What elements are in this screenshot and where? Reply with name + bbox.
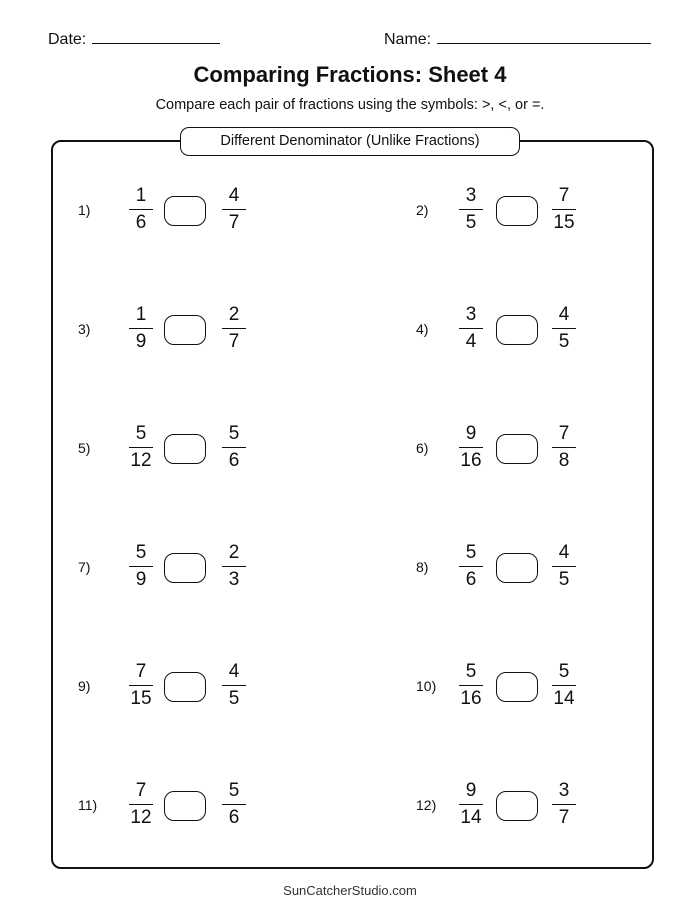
denominator: 3 bbox=[228, 569, 240, 590]
answer-box[interactable] bbox=[164, 196, 206, 226]
denominator: 16 bbox=[460, 450, 482, 471]
problem-number: 6) bbox=[416, 440, 429, 456]
name-field[interactable] bbox=[437, 43, 651, 44]
denominator: 12 bbox=[130, 807, 152, 828]
answer-box[interactable] bbox=[496, 791, 538, 821]
denominator: 5 bbox=[558, 569, 570, 590]
problem-3 bbox=[78, 303, 318, 363]
problem-8 bbox=[416, 541, 656, 601]
right-fraction bbox=[218, 660, 250, 710]
right-fraction bbox=[218, 303, 250, 353]
problem-10 bbox=[416, 660, 656, 720]
denominator: 16 bbox=[460, 688, 482, 709]
numerator: 9 bbox=[465, 423, 477, 444]
denominator: 7 bbox=[558, 807, 570, 828]
left-fraction bbox=[125, 303, 157, 353]
denominator: 9 bbox=[135, 331, 147, 352]
answer-box[interactable] bbox=[496, 672, 538, 702]
right-fraction bbox=[548, 184, 580, 234]
problem-number: 11) bbox=[78, 797, 98, 813]
problem-number: 8) bbox=[416, 559, 429, 575]
denominator: 7 bbox=[228, 212, 240, 233]
right-fraction bbox=[548, 660, 580, 710]
problem-12 bbox=[416, 779, 656, 839]
numerator: 7 bbox=[558, 185, 570, 206]
numerator: 4 bbox=[558, 542, 570, 563]
numerator: 2 bbox=[228, 542, 240, 563]
answer-box[interactable] bbox=[164, 434, 206, 464]
numerator: 4 bbox=[228, 185, 240, 206]
footer-credit: SunCatcherStudio.com bbox=[283, 883, 417, 898]
right-fraction bbox=[218, 422, 250, 472]
denominator: 5 bbox=[558, 331, 570, 352]
left-fraction bbox=[455, 422, 487, 472]
numerator: 7 bbox=[135, 780, 147, 801]
answer-box[interactable] bbox=[164, 672, 206, 702]
left-fraction bbox=[455, 541, 487, 591]
right-fraction bbox=[218, 541, 250, 591]
numerator: 3 bbox=[465, 304, 477, 325]
answer-box[interactable] bbox=[496, 553, 538, 583]
right-fraction bbox=[548, 422, 580, 472]
denominator: 6 bbox=[135, 212, 147, 233]
denominator: 14 bbox=[460, 807, 482, 828]
denominator: 15 bbox=[130, 688, 152, 709]
denominator: 8 bbox=[558, 450, 570, 471]
answer-box[interactable] bbox=[496, 196, 538, 226]
answer-box[interactable] bbox=[496, 434, 538, 464]
problem-6 bbox=[416, 422, 656, 482]
numerator: 7 bbox=[135, 661, 147, 682]
denominator: 12 bbox=[130, 450, 152, 471]
problem-1 bbox=[78, 184, 318, 244]
problem-2 bbox=[416, 184, 656, 244]
left-fraction bbox=[455, 779, 487, 829]
denominator: 15 bbox=[553, 212, 575, 233]
problem-5 bbox=[78, 422, 318, 482]
denominator: 6 bbox=[228, 450, 240, 471]
answer-box[interactable] bbox=[496, 315, 538, 345]
problem-9 bbox=[78, 660, 318, 720]
right-fraction bbox=[548, 303, 580, 353]
numerator: 3 bbox=[465, 185, 477, 206]
date-label: Date: bbox=[48, 31, 87, 48]
left-fraction bbox=[125, 660, 157, 710]
numerator: 4 bbox=[228, 661, 240, 682]
problem-number: 12) bbox=[416, 797, 437, 813]
left-fraction bbox=[125, 779, 157, 829]
answer-box[interactable] bbox=[164, 315, 206, 345]
numerator: 5 bbox=[558, 661, 570, 682]
date-field[interactable] bbox=[92, 43, 220, 44]
instructions: Compare each pair of fractions using the symbols: >, <, or =. bbox=[155, 97, 545, 113]
numerator: 5 bbox=[135, 423, 147, 444]
denominator: 5 bbox=[465, 212, 477, 233]
problem-number: 1) bbox=[78, 202, 91, 218]
numerator: 2 bbox=[228, 304, 240, 325]
right-fraction bbox=[548, 779, 580, 829]
left-fraction bbox=[455, 184, 487, 234]
left-fraction bbox=[125, 422, 157, 472]
numerator: 5 bbox=[228, 780, 240, 801]
denominator: 6 bbox=[228, 807, 240, 828]
numerator: 5 bbox=[465, 542, 477, 563]
problem-11 bbox=[78, 779, 318, 839]
answer-box[interactable] bbox=[164, 791, 206, 821]
numerator: 4 bbox=[558, 304, 570, 325]
denominator: 6 bbox=[465, 569, 477, 590]
problem-number: 3) bbox=[78, 321, 91, 337]
numerator: 5 bbox=[465, 661, 477, 682]
problems-frame bbox=[51, 140, 654, 869]
denominator: 4 bbox=[465, 331, 477, 352]
left-fraction bbox=[455, 303, 487, 353]
problem-4 bbox=[416, 303, 656, 363]
numerator: 5 bbox=[228, 423, 240, 444]
problem-number: 9) bbox=[78, 678, 91, 694]
denominator: 9 bbox=[135, 569, 147, 590]
problem-number: 7) bbox=[78, 559, 91, 575]
right-fraction bbox=[218, 184, 250, 234]
numerator: 5 bbox=[135, 542, 147, 563]
numerator: 7 bbox=[558, 423, 570, 444]
problem-7 bbox=[78, 541, 318, 601]
numerator: 1 bbox=[135, 304, 147, 325]
numerator: 1 bbox=[135, 185, 147, 206]
name-label: Name: bbox=[384, 31, 432, 48]
problem-number: 10) bbox=[416, 678, 437, 694]
problem-number: 2) bbox=[416, 202, 429, 218]
right-fraction bbox=[218, 779, 250, 829]
answer-box[interactable] bbox=[164, 553, 206, 583]
denominator: 14 bbox=[553, 688, 575, 709]
section-label: Different Denominator (Unlike Fractions) bbox=[180, 127, 520, 156]
numerator: 3 bbox=[558, 780, 570, 801]
right-fraction bbox=[548, 541, 580, 591]
denominator: 7 bbox=[228, 331, 240, 352]
denominator: 5 bbox=[228, 688, 240, 709]
left-fraction bbox=[125, 184, 157, 234]
problem-number: 5) bbox=[78, 440, 91, 456]
left-fraction bbox=[125, 541, 157, 591]
numerator: 9 bbox=[465, 780, 477, 801]
left-fraction bbox=[455, 660, 487, 710]
problem-number: 4) bbox=[416, 321, 429, 337]
page-title: Comparing Fractions: Sheet 4 bbox=[193, 62, 507, 87]
